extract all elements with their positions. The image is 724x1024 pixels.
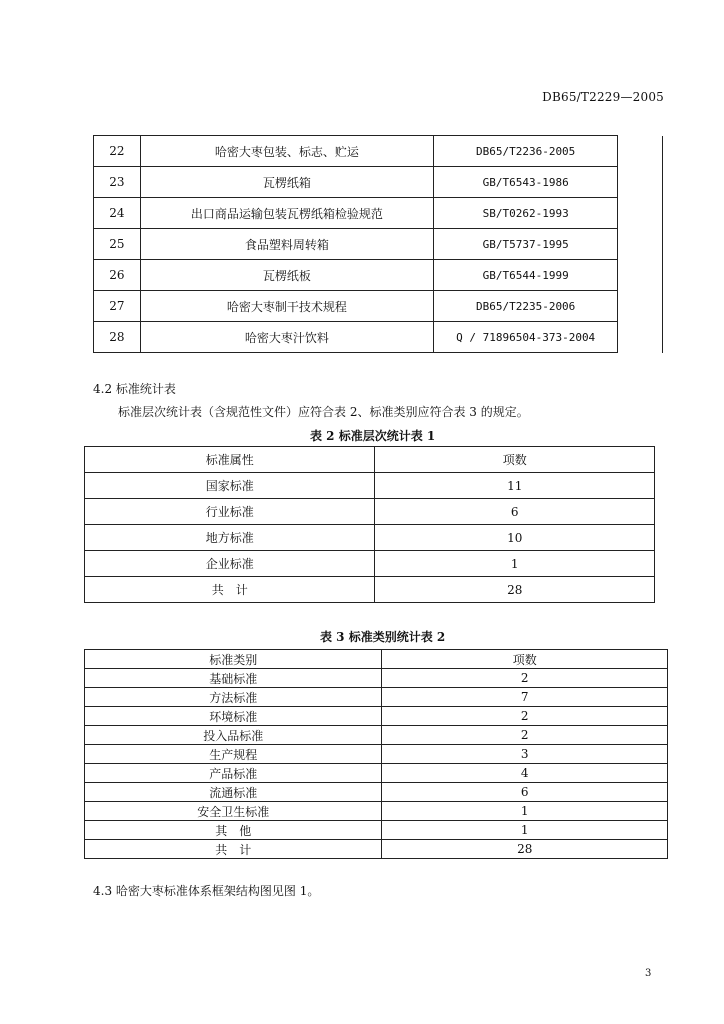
table-row bbox=[85, 525, 655, 551]
table-row bbox=[94, 260, 663, 291]
table-cell: 哈密大枣包装、标志、贮运 bbox=[140, 136, 433, 167]
table-header-row bbox=[85, 650, 668, 669]
table-row bbox=[85, 783, 668, 802]
table-cell-empty bbox=[618, 260, 663, 291]
table-cell: 哈密大枣制干技术规程 bbox=[140, 291, 433, 322]
table-row bbox=[85, 745, 668, 764]
column-header: 标准类别 bbox=[85, 650, 382, 669]
table-cell: 其 他 bbox=[85, 821, 382, 840]
table-cell: 1 bbox=[375, 551, 655, 577]
table-row bbox=[94, 167, 663, 198]
table-cell: 食品塑料周转箱 bbox=[140, 229, 433, 260]
table-cell: 22 bbox=[94, 136, 141, 167]
table-cell: 10 bbox=[375, 525, 655, 551]
table-cell: GB/T6543-1986 bbox=[434, 167, 618, 198]
table-row bbox=[94, 322, 663, 353]
table-row bbox=[94, 229, 663, 260]
document-code: DB65/T2229—2005 bbox=[542, 90, 664, 104]
section-4-2-paragraph: 标准层次统计表（含规范性文件）应符合表 2、标准类别应符合表 3 的规定。 bbox=[118, 405, 529, 419]
table-cell-empty bbox=[618, 167, 663, 198]
table-cell: 出口商品运输包装瓦楞纸箱检验规范 bbox=[140, 198, 433, 229]
table-row bbox=[94, 198, 663, 229]
table-cell-empty bbox=[618, 229, 663, 260]
table-row bbox=[85, 473, 655, 499]
table-cell: 地方标准 bbox=[85, 525, 375, 551]
column-header: 标准属性 bbox=[85, 447, 375, 473]
table-cell: 27 bbox=[94, 291, 141, 322]
table-cell: 6 bbox=[375, 499, 655, 525]
table-cell: DB65/T2235-2006 bbox=[434, 291, 618, 322]
table-cell: 2 bbox=[382, 726, 668, 745]
table-cell: 2 bbox=[382, 669, 668, 688]
table-row bbox=[85, 726, 668, 745]
column-header: 项数 bbox=[375, 447, 655, 473]
table-cell: DB65/T2236-2005 bbox=[434, 136, 618, 167]
table-cell-empty bbox=[618, 291, 663, 322]
table-cell: 产品标准 bbox=[85, 764, 382, 783]
table-header-row bbox=[85, 447, 655, 473]
table-cell-empty bbox=[618, 136, 663, 167]
table-cell: 共 计 bbox=[85, 840, 382, 859]
table-cell-empty bbox=[618, 322, 663, 353]
table-row bbox=[85, 669, 668, 688]
table-cell: 瓦楞纸板 bbox=[140, 260, 433, 291]
table-total-row bbox=[85, 840, 668, 859]
table-cell: 7 bbox=[382, 688, 668, 707]
table-cell: 共 计 bbox=[85, 577, 375, 603]
page-number: 3 bbox=[645, 968, 652, 979]
table-cell-empty bbox=[618, 198, 663, 229]
table-cell: 企业标准 bbox=[85, 551, 375, 577]
table-cell: 1 bbox=[382, 802, 668, 821]
table-cell: 23 bbox=[94, 167, 141, 198]
table-row bbox=[85, 688, 668, 707]
table-cell: 环境标准 bbox=[85, 707, 382, 726]
table-cell: SB/T0262-1993 bbox=[434, 198, 618, 229]
table-cell: GB/T5737-1995 bbox=[434, 229, 618, 260]
table-cell: 24 bbox=[94, 198, 141, 229]
table-cell: 28 bbox=[375, 577, 655, 603]
table-row bbox=[85, 764, 668, 783]
table-row bbox=[85, 707, 668, 726]
standard-category-table bbox=[84, 649, 668, 859]
table-cell: 1 bbox=[382, 821, 668, 840]
table-cell: 28 bbox=[94, 322, 141, 353]
table-2-caption: 表 2 标准层次统计表 1 bbox=[310, 429, 436, 443]
table-row bbox=[85, 551, 655, 577]
reference-standards-table bbox=[93, 135, 663, 353]
table-row bbox=[94, 136, 663, 167]
section-4-3-text: 4.3 哈密大枣标准体系框架结构图见图 1。 bbox=[93, 884, 320, 898]
table-cell: 生产规程 bbox=[85, 745, 382, 764]
table-cell: 国家标准 bbox=[85, 473, 375, 499]
table-cell: 安全卫生标准 bbox=[85, 802, 382, 821]
table-cell: 4 bbox=[382, 764, 668, 783]
table-row bbox=[85, 821, 668, 840]
table-cell: GB/T6544-1999 bbox=[434, 260, 618, 291]
table-total-row bbox=[85, 577, 655, 603]
standard-level-table bbox=[84, 446, 655, 603]
table-cell: 行业标准 bbox=[85, 499, 375, 525]
table-row bbox=[94, 291, 663, 322]
table-row bbox=[85, 499, 655, 525]
table-3-caption: 表 3 标准类别统计表 2 bbox=[320, 630, 446, 644]
table-cell: 基础标准 bbox=[85, 669, 382, 688]
column-header: 项数 bbox=[382, 650, 668, 669]
table-cell: 3 bbox=[382, 745, 668, 764]
table-cell: 方法标准 bbox=[85, 688, 382, 707]
table-cell: Q / 71896504-373-2004 bbox=[434, 322, 618, 353]
table-cell: 26 bbox=[94, 260, 141, 291]
table-cell: 25 bbox=[94, 229, 141, 260]
table-cell: 6 bbox=[382, 783, 668, 802]
table-cell: 哈密大枣汁饮料 bbox=[140, 322, 433, 353]
table-cell: 流通标准 bbox=[85, 783, 382, 802]
section-4-2-title: 4.2 标准统计表 bbox=[93, 382, 176, 396]
table-cell: 28 bbox=[382, 840, 668, 859]
table-cell: 11 bbox=[375, 473, 655, 499]
table-cell: 瓦楞纸箱 bbox=[140, 167, 433, 198]
table-cell: 投入品标准 bbox=[85, 726, 382, 745]
table-row bbox=[85, 802, 668, 821]
table-cell: 2 bbox=[382, 707, 668, 726]
